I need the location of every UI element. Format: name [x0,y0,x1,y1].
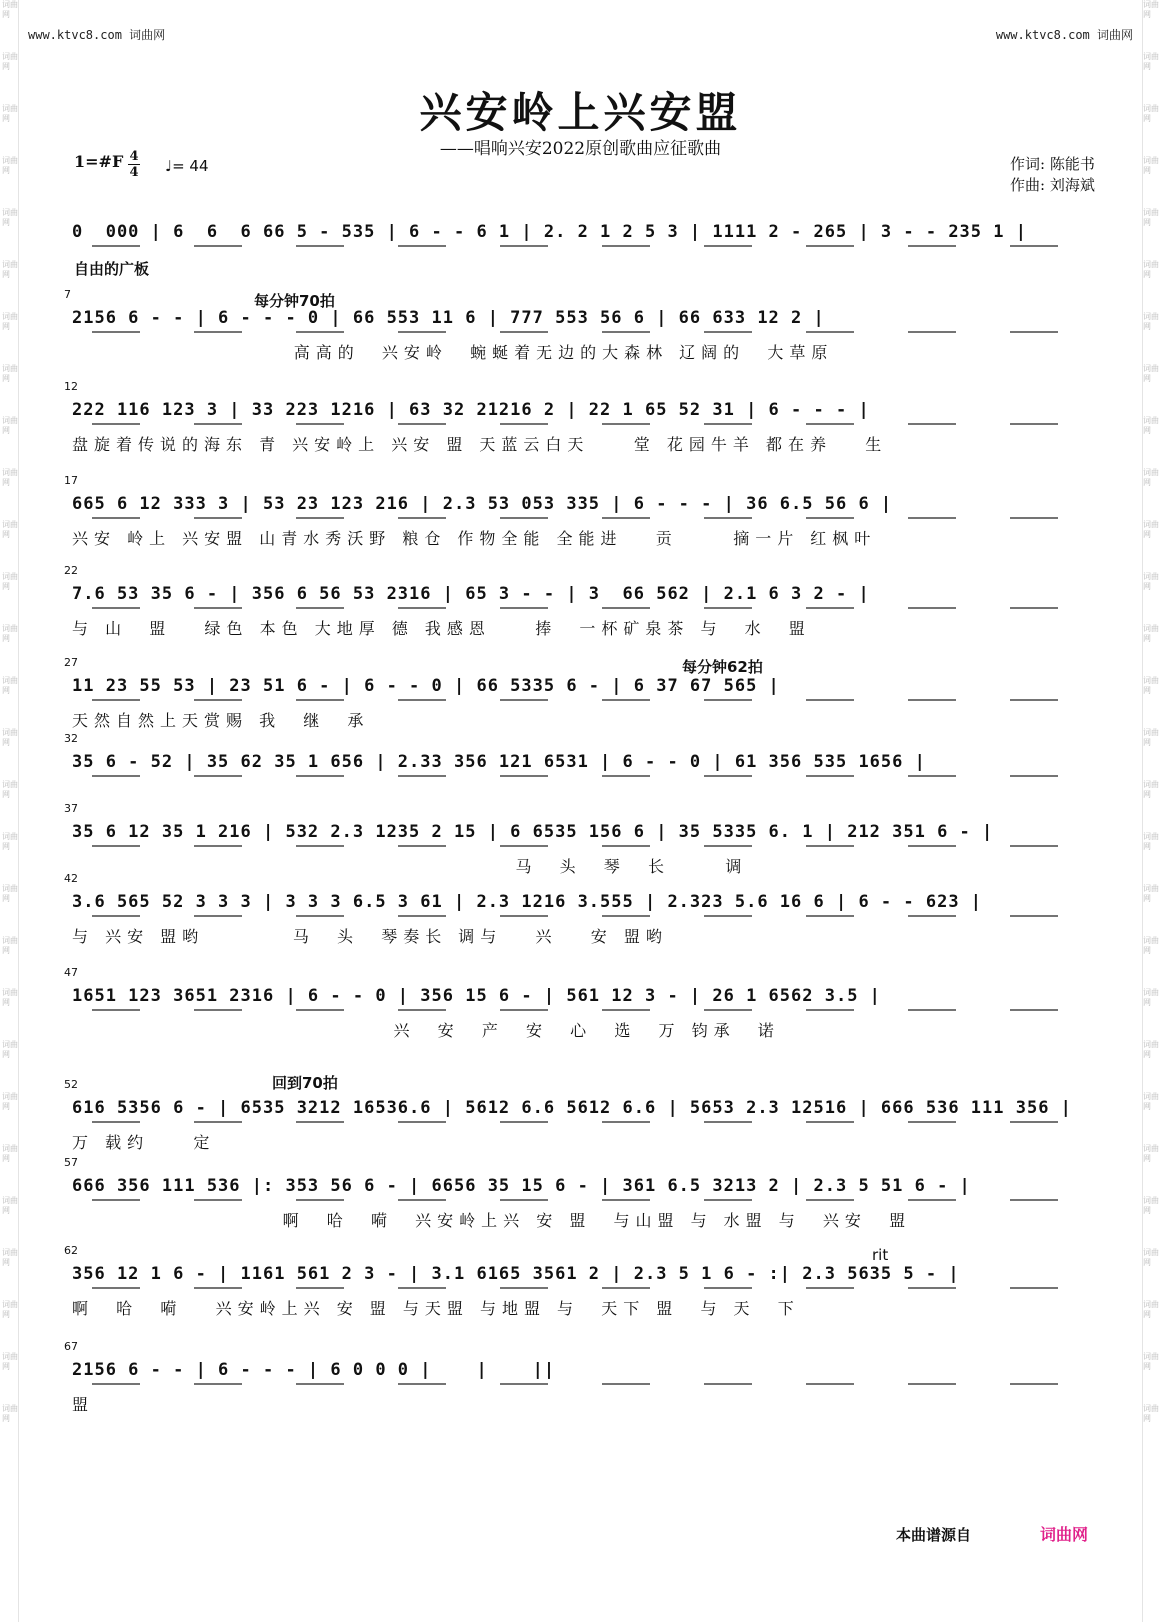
measure-number: 52 [64,1078,78,1091]
lyrics-line: 与 兴安 盟哟 马 头 琴奏长 调与 兴 安 盟哟 [72,927,668,946]
watermark-text: 词曲网 [2,156,18,175]
watermark-text: 词曲网 [1143,1300,1159,1319]
watermark-text: 词曲网 [2,416,18,435]
score-row [64,1340,1112,1418]
brand-logo[interactable]: 词曲网 [1040,1525,1089,1544]
watermark-text: 词曲网 [1143,572,1159,591]
watermark-text: 词曲网 [1143,936,1159,955]
measure-number: 47 [64,966,78,979]
measure-number: 42 [64,872,78,885]
score-row [64,872,1112,950]
measure-number: 7 [64,288,71,301]
notation-line: 616 5356 6 - | 6535 3212 16536.6 | 5612 6.6 5612 6.6 | 5653 2.3 12516 | 666 536 111 356 | [72,1098,1072,1118]
song-title: 兴安岭上兴安盟 [419,88,742,137]
watermark-text: 词曲网 [1143,208,1159,227]
rhythm-underlines [72,844,1112,848]
notation-line: 356 12 1 6 - | 1161 561 2 3 - | 3.1 6165 3561 2 | 2.3 5 1 6 - :| 2.3 5635 5 - | [72,1264,960,1284]
watermark-text: 词曲网 [2,884,18,903]
watermark-text: 词曲网 [2,1144,18,1163]
rhythm-underlines [72,1382,1112,1386]
measure-number: 17 [64,474,78,487]
tempo-mark-back70: 回到70拍 [272,1074,338,1092]
watermark-text: 词曲网 [1143,728,1159,747]
measure-number: 62 [64,1244,78,1257]
lyrics-line: 啊 哈 嗬 兴安岭上兴 安 盟 与山盟 与 水盟 与 兴安 盟 [72,1211,912,1230]
rhythm-underlines [72,1120,1112,1124]
watermark-text: 词曲网 [1143,0,1159,19]
lyrics-line [72,784,1112,808]
score-row [64,1156,1112,1234]
rhythm-underlines [72,1286,1112,1290]
lyrics-line: 盘旋着传说的海东 青 兴安岭上 兴安 盟 天蓝云白天 堂 花园牛羊 都在养 生 [72,435,888,454]
watermark-text: 词曲网 [1143,1404,1159,1423]
notation-line: 222 116 123 3 | 33 223 1216 | 63 32 21216 2 | 22 1 65 52 31 | 6 - - - | [72,400,870,420]
measure-number: 32 [64,732,78,745]
rhythm-underlines [72,422,1112,426]
watermark-text: 词曲网 [1143,260,1159,279]
watermark-text: 词曲网 [1143,1040,1159,1059]
notation-line: 666 356 111 536 |: 353 56 6 - | 6656 35 15 6 - | 361 6.5 3213 2 | 2.3 5 51 6 - | [72,1176,971,1196]
measure-number: 37 [64,802,78,815]
watermark-text: 词曲网 [2,1352,18,1371]
lyrics-line: 万 载约 定 [72,1133,216,1152]
watermark-text: 词曲网 [2,832,18,851]
watermark-strip-right [1142,0,1159,1622]
watermark-text: 词曲网 [2,520,18,539]
notation-line: 11 23 55 53 | 23 51 6 - | 6 - - 0 | 66 5335 6 - | 6 37 67 565 | [72,676,780,696]
watermark-text: 词曲网 [1143,1144,1159,1163]
rhythm-underlines [72,244,1112,248]
notation-line: 2156 6 - - | 6 - - - 0 | 66 553 11 6 | 777 553 56 6 | 66 633 12 2 | [72,308,825,328]
notation-line: 665 6 12 333 3 | 53 23 123 216 | 2.3 53 053 335 | 6 - - - | 36 6.5 56 6 | [72,494,893,514]
score-row [64,380,1112,458]
lyrics-line: 兴 安 产 安 心 选 万 钧承 诺 [72,1021,780,1040]
site-url-right[interactable]: www.ktvc8.com 词曲网 [995,28,1133,42]
watermark-text: 词曲网 [2,1040,18,1059]
notation-line: 35 6 12 35 1 216 | 532 2.3 1235 2 15 | 6 6535 156 6 | 35 5335 6. 1 | 212 351 6 - | [72,822,994,842]
rhythm-underlines [72,516,1112,520]
watermark-text: 词曲网 [1143,676,1159,695]
watermark-text: 词曲网 [1143,1092,1159,1111]
lyricist: 作词: 陈能书 [1010,155,1095,173]
rhythm-underlines [72,1198,1112,1202]
watermark-text: 词曲网 [1143,832,1159,851]
notation-line: 1651 123 3651 2316 | 6 - - 0 | 356 15 6 - | 561 12 3 - | 26 1 6562 3.5 | [72,986,881,1006]
watermark-text: 词曲网 [1143,884,1159,903]
watermark-text: 词曲网 [1143,468,1159,487]
watermark-text: 词曲网 [1143,520,1159,539]
rhythm-underlines [72,1008,1112,1012]
watermark-text: 词曲网 [2,104,18,123]
notation-line: 7.6 53 35 6 - | 356 6 56 53 2316 | 65 3 - - | 3 66 562 | 2.1 6 3 2 - | [72,584,870,604]
expression-free: 自由的广板 [74,260,150,278]
watermark-text: 词曲网 [1143,1352,1159,1371]
rhythm-underlines [72,606,1112,610]
watermark-text: 词曲网 [1143,624,1159,643]
site-url-left[interactable]: www.ktvc8.com 词曲网 [28,28,166,42]
measure-number: 12 [64,380,78,393]
notation-line: 2156 6 - - | 6 - - - | 6 0 0 0 | | || [72,1360,556,1380]
tempo-mark-70: 每分钟70拍 [254,292,335,310]
watermark-text: 词曲网 [1143,988,1159,1007]
notation-line: 3.6 565 52 3 3 3 | 3 3 3 6.5 3 61 | 2.3 1216 3.555 | 2.323 5.6 16 6 | 6 - - 623 | [72,892,983,912]
watermark-text: 词曲网 [2,572,18,591]
meter-bottom: 4 [129,165,139,180]
watermark-text: 词曲网 [2,676,18,695]
score-row [64,564,1112,642]
watermark-text: 词曲网 [1143,416,1159,435]
tempo-marking: ♩= 44 [165,157,209,175]
lyrics-line: 与 山 盟 绿色 本色 大地厚 德 我感恩 捧 一杯矿泉茶 与 水 盟 [72,619,811,638]
watermark-text: 词曲网 [1143,312,1159,331]
watermark-text: 词曲网 [2,1092,18,1111]
watermark-text: 词曲网 [2,1404,18,1423]
measure-number: 67 [64,1340,78,1353]
notation-line: 35 6 - 52 | 35 62 35 1 656 | 2.33 356 121 6531 | 6 - - 0 | 61 356 535 1656 | [72,752,926,772]
watermark-text: 词曲网 [1143,1248,1159,1267]
lyrics-line: 马 头 琴 长 调 [72,857,748,876]
notation-line: 0 000 | 6 6 6 66 5 - 535 | 6 - - 6 1 | 2. 2 1 2 5 3 | 1111 2 - 265 | 3 - - 235 1 | [72,222,1027,242]
watermark-strip-left [2,0,19,1622]
measure-number: 27 [64,656,78,669]
watermark-text: 词曲网 [1143,364,1159,383]
score-row [64,288,1112,366]
rit-mark: rit [872,1246,889,1264]
score-row [64,474,1112,552]
watermark-text: 词曲网 [2,260,18,279]
score-row [72,214,1112,280]
meter-top: 4 [129,149,139,164]
watermark-text: 词曲网 [2,364,18,383]
lyrics-line: 兴安 岭上 兴安盟 山青水秀沃野 粮仓 作物全能 全能进 贡 摘一片 红枫叶 [72,529,877,548]
credits [1010,154,1095,196]
watermark-text: 词曲网 [2,1300,18,1319]
watermark-text: 词曲网 [2,624,18,643]
score-row [64,966,1112,1044]
measure-number: 57 [64,1156,78,1169]
tempo-mark-62: 每分钟62拍 [682,658,763,676]
time-signature [128,150,140,179]
watermark-text: 词曲网 [2,988,18,1007]
watermark-text: 词曲网 [2,936,18,955]
watermark-text: 词曲网 [2,728,18,747]
lyrics-line: 天然自然上天赏赐 我 继 承 [72,711,370,730]
watermark-text: 词曲网 [2,52,18,71]
lyrics-line [72,254,1112,278]
watermark-text: 词曲网 [1143,104,1159,123]
source-label: 本曲谱源自 [896,1526,972,1544]
rhythm-underlines [72,774,1112,778]
watermark-text: 词曲网 [2,208,18,227]
lyrics-line: 啊 哈 嗬 兴安岭上兴 安 盟 与天盟 与地盟 与 天下 盟 与 天 下 [72,1299,800,1318]
lyrics-line: 盟 [72,1395,95,1414]
rhythm-underlines [72,330,1112,334]
measure-number: 22 [64,564,78,577]
rhythm-underlines [72,914,1112,918]
watermark-text: 词曲网 [1143,156,1159,175]
watermark-text: 词曲网 [1143,780,1159,799]
song-subtitle: ——唱响兴安2022原创歌曲应征歌曲 [439,139,722,159]
watermark-text: 词曲网 [1143,1196,1159,1215]
composer: 作曲: 刘海斌 [1010,176,1095,194]
lyrics-line: 高高的 兴安岭 蜿蜒着无边的大森林 辽阔的 大草原 [72,343,834,362]
watermark-text: 词曲网 [2,1248,18,1267]
watermark-text: 词曲网 [2,1196,18,1215]
watermark-text: 词曲网 [2,780,18,799]
key-signature: 1=#F [74,152,124,171]
watermark-text: 词曲网 [2,468,18,487]
watermark-text: 词曲网 [1143,52,1159,71]
rhythm-underlines [72,698,1112,702]
watermark-text: 词曲网 [2,0,18,19]
watermark-text: 词曲网 [2,312,18,331]
